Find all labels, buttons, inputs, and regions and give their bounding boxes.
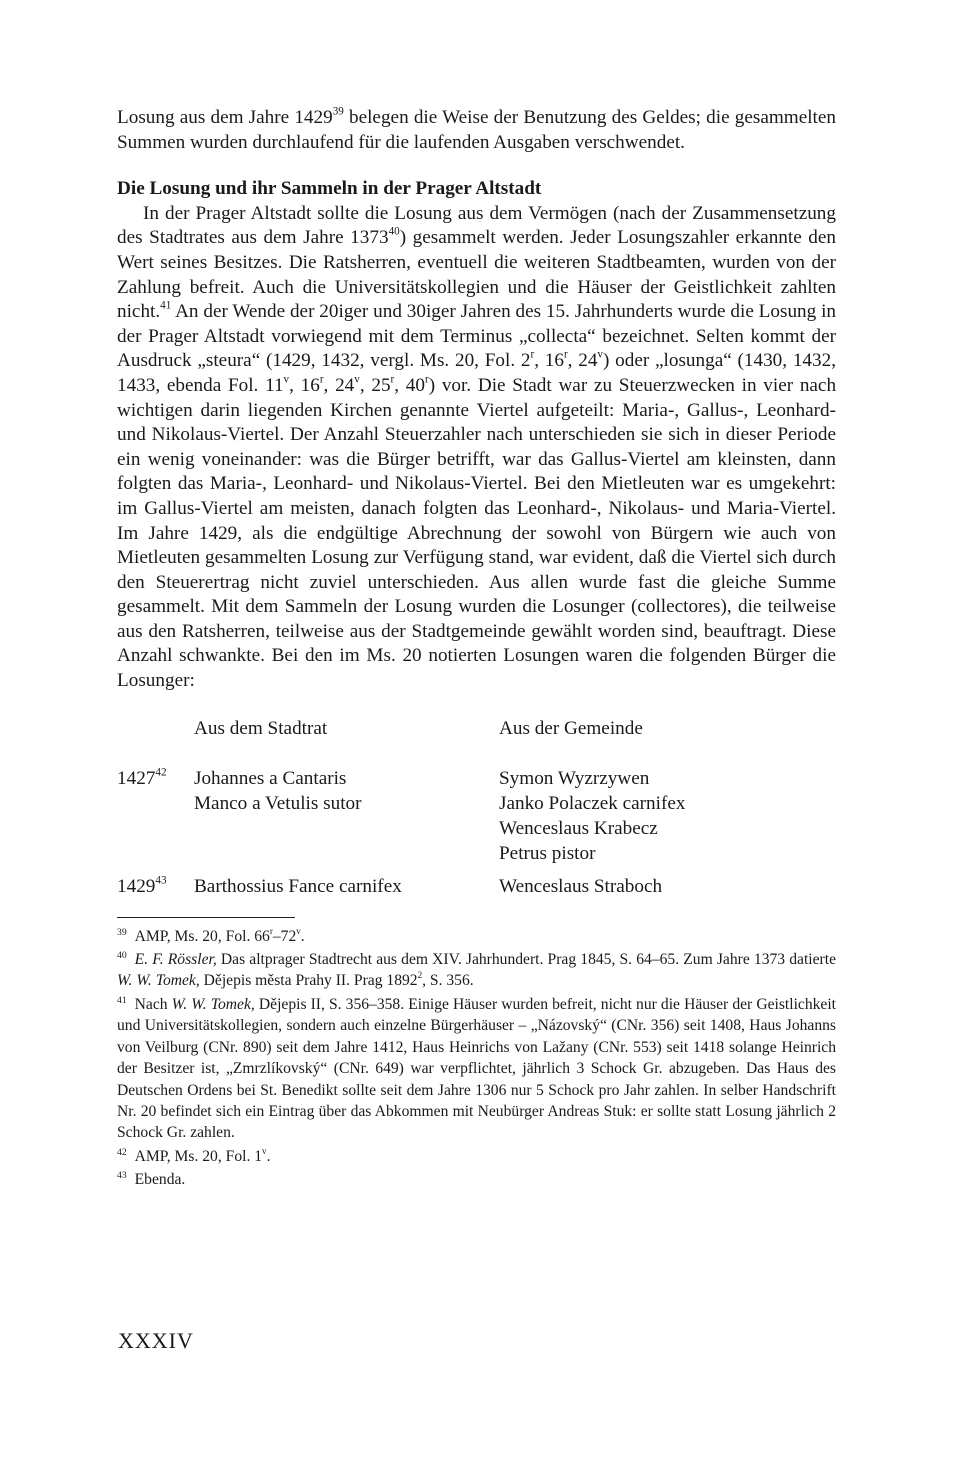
folio-side: v xyxy=(283,373,290,386)
text-run: Dějepis města Prahy II. Prag 1892 xyxy=(199,972,418,990)
text-run: ) vor. Die Stadt war zu Steuerzwecken in vier nach wichtigen darin liegenden Kirchen genannte Viertel aufgeteilt: Maria-, Gallus-, Leonhard- und Nikolaus-Viertel. Der Anzahl Steuerzahler nach unterschieden sie sich in dieser Periode ein wenig voneinander: was die Bürger betrifft, war das Gallus-Viertel am kleinsten, dann folgten das Maria-, Leonhard- und Nikolaus-Viertel. Bei den Mietleuten war es umgekehrt: im Gallus-Viertel am meisten, danach folgten das Leonhard-, Nikolaus- und Maria-Viertel. Im Jahre 1429, als die endgültige Abrechnung der sowohl von Bürgern wie auch von Mietleuten gesammelten Losung zur Verfügung stand, war evident, daß die Viertel sich durch den Steuerertrag nicht zuviel unterschieden. Aus allen wurde fast die gleiche Summe gesammelt. Mit dem Sammeln der Losung wurden die Losunger (collectores), die teilweise aus den Ratsherren, teilweise aus der Stadtgemeinde gewählt worden sind, beauftragt. Diese Anzahl schwankte. Bei den im Ms. 20 notierten Losungen waren die folgenden Bürger die Losunger: xyxy=(117,374,837,692)
footnote-number: 42 xyxy=(117,1146,127,1158)
text-run: Ebenda. xyxy=(134,1171,186,1189)
folio-side: r xyxy=(563,349,568,361)
row-year xyxy=(117,874,167,899)
collector-name: Symon Wyzrzywen xyxy=(499,767,650,789)
year-value: 1429 xyxy=(117,875,156,897)
footnote-43 xyxy=(117,1169,836,1190)
collector-name: Manco a Vetulis sutor xyxy=(194,792,362,814)
paragraph-main xyxy=(117,202,836,694)
footnote-number: 41 xyxy=(117,995,127,1007)
footnote-ref-42[interactable]: 42 xyxy=(155,766,167,779)
footnote-ref-43[interactable]: 43 xyxy=(155,874,167,887)
author-name: E. F. Rössler, xyxy=(134,951,217,969)
folio-side: v xyxy=(597,349,603,361)
collector-name: Janko Polaczek carnifex xyxy=(499,792,686,814)
footnotes xyxy=(117,926,836,1191)
text-run: Nach xyxy=(134,995,172,1013)
folio-side: v xyxy=(262,1145,267,1156)
text-run: AMP, Ms. 20, Fol. 66 xyxy=(134,927,270,945)
footnote-42 xyxy=(117,1146,836,1167)
collector-name: Petrus pistor xyxy=(499,842,596,864)
text-run: , 16 xyxy=(289,374,320,396)
folio-side: r xyxy=(530,349,535,361)
footnote-number: 40 xyxy=(117,950,127,962)
text-run: , 24 xyxy=(567,350,598,372)
collector-name: Wenceslaus Krabecz xyxy=(499,817,658,839)
folio-side: r xyxy=(319,373,324,386)
footnote-ref-41[interactable]: 41 xyxy=(160,299,172,312)
text-run: –72 xyxy=(272,927,297,945)
text-run: AMP, Ms. 20, Fol. 1 xyxy=(134,1147,263,1165)
author-name: W. W. Tomek, xyxy=(171,995,255,1013)
text-run: , 24 xyxy=(323,374,355,396)
column-header-gemeinde: Aus der Gemeinde xyxy=(499,717,643,739)
folio-side: r xyxy=(269,925,273,936)
footnote-ref-39[interactable]: 39 xyxy=(332,105,344,118)
text-run: In der Prager Altstadt sollte die Losung aus dem Vermögen (nach der Zusammensetzung des Stadtrates aus dem Jahre 1373 xyxy=(117,202,836,249)
text-run: . xyxy=(300,927,305,945)
text-run: ) gesammelt werden. Jeder Losungszahler erkannte den Wert seines Besitzes. Die Ratsherren, eventuell die weiteren Stadtbeamten, wurden von der Zahlung befreit. Auch die Universitätskollegien und die Häuser der Geistlichkeit zahlten nicht. xyxy=(117,227,837,323)
footnote-separator xyxy=(117,917,295,918)
page-number: XXXIV xyxy=(118,1328,194,1353)
folio-side: v xyxy=(354,373,360,386)
collectors-table xyxy=(117,716,836,901)
footnote-number: 39 xyxy=(117,926,127,938)
text-run: , 25 xyxy=(359,374,391,396)
text-run: , 40 xyxy=(394,374,425,396)
text-run: . xyxy=(266,1147,271,1165)
text-run: Das altprager Stadtrecht aus dem XIV. Jahrhundert. Prag 1845, S. 64–65. Zum Jahre 1373 datierte xyxy=(216,951,836,969)
text-run: An der Wende der 20iger und 30iger Jahren des 15. Jahrhunderts wurde die Losung in der Prager Altstadt vorwiegend mit dem Terminus „collecta“ bezeichnet. Selten kommt der Ausdruck „steura“ (1429, 1432, vergl. Ms. 20, Fol. 2 xyxy=(117,301,836,372)
folio-side: v xyxy=(296,925,301,936)
gemeinde-names xyxy=(499,874,662,899)
text-run: Losung aus dem Jahre 1429 xyxy=(117,107,333,128)
page-body xyxy=(117,106,836,1193)
footnote-40 xyxy=(117,949,836,992)
footnote-41 xyxy=(117,994,836,1144)
author-name: W. W. Tomek, xyxy=(117,972,200,990)
text-run: , S. 356. xyxy=(422,972,474,990)
edition-number: 2 xyxy=(417,970,423,981)
footnote-39 xyxy=(117,926,836,947)
collector-name: Barthossius Fance carnifex xyxy=(194,875,402,897)
paragraph-intro xyxy=(117,106,836,155)
stadtrat-names xyxy=(194,766,362,816)
gemeinde-names xyxy=(499,766,685,866)
text-run: Dějepis II, S. 356–358. Einige Häuser wurden befreit, nicht nur die Häuser der Geistlichkeit und Universitätskollegien, sondern auch einzelne Bürgerhäuser – „Názovský“ (CNr. 356) seit 1408, Haus Johanns von Veilburg (CNr. 890) seit dem Jahre 1412, Haus Heinrichs von Lažany (CNr. 553) seit 1418 solange Heinrich der Besitzer ist, „Zmrzlíkovský“ (CNr. 649) war verpflichtet, jährlich 3 Schock Gr. abzugeben. Das Haus des Deutschen Ordens bei St. Benedikt sollte seit dem Jahre 1306 nur 5 Schock pro Jahr zahlen. In selber Handschrift Nr. 20 befindet sich ein Eintrag über das Abkommen mit Neubürger Andreas Stuk: er sollte statt Losung jährlich 2 Schock Gr. zahlen. xyxy=(117,995,836,1142)
column-header-stadtrat: Aus dem Stadtrat xyxy=(194,717,328,739)
row-year xyxy=(117,766,167,791)
text-run: ) oder „losunga“ (1430, 1432, 1433, ebenda Fol. 11 xyxy=(117,350,836,396)
text-run: belegen die Weise der Benutzung des Geldes; die gesammelten Summen wurden durchlaufend für die laufenden Ausgaben verschwendet. xyxy=(117,107,836,153)
year-value: 1427 xyxy=(117,767,156,789)
folio-side: r xyxy=(424,373,429,386)
footnote-number: 43 xyxy=(117,1170,127,1182)
text-run: , 16 xyxy=(534,350,564,372)
collector-name: Wenceslaus Straboch xyxy=(499,875,663,897)
section-heading: Die Losung und ihr Sammeln in der Prager Altstadt xyxy=(117,178,542,200)
footnote-ref-40[interactable]: 40 xyxy=(388,226,400,239)
folio-side: r xyxy=(390,373,395,386)
stadtrat-names xyxy=(194,874,402,899)
collector-name: Johannes a Cantaris xyxy=(194,767,347,789)
